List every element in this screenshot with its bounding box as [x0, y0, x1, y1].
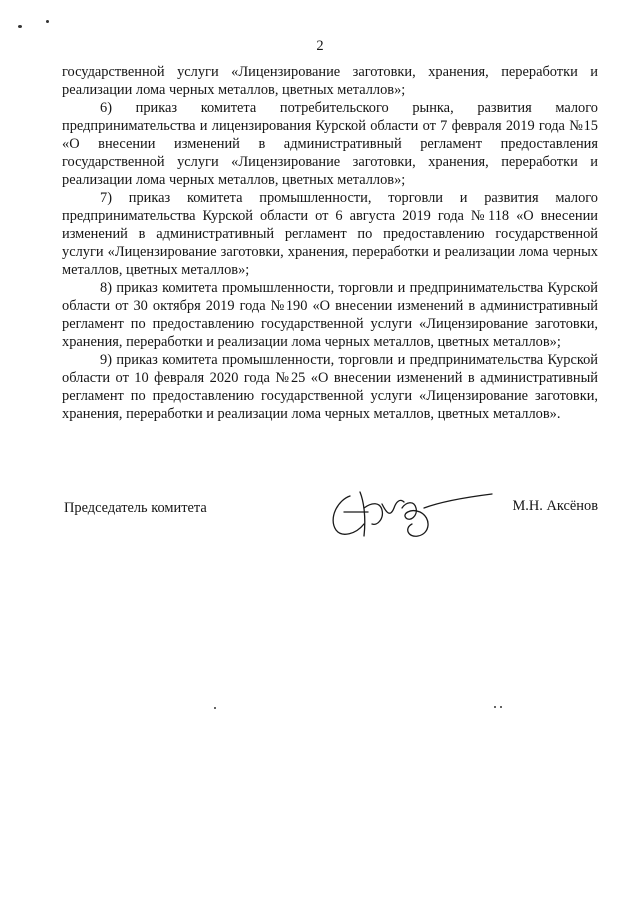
handwritten-signature [320, 478, 500, 548]
scan-speck [214, 707, 216, 709]
signatory-title: Председатель комитета [64, 500, 207, 516]
scan-speck [494, 706, 496, 708]
scan-speck [46, 20, 49, 23]
paragraph-item-8: 8) приказ комитета промышленности, торговли и предпринимательства Курской области от 30 октября 2019 года №190 «О внесении изменений в административный регламент по предоставлению государственной услуги «Лицензирование заготовки, хранения, переработки и реализации лома черных металлов, цветных металлов»; [62, 280, 598, 350]
paragraph-item-7: 7) приказ комитета промышленности, торговли и развития малого предпринимательства Курской области от 6 августа 2019 года №118 «О внесении изменений в административный регламент по предоставлению государственной услуги «Лицензирование заготовки, хранения, переработки и реализации лома черных металлов, цветных металлов»; [62, 190, 598, 278]
page-number: 2 [316, 38, 324, 54]
document-body [62, 63, 598, 423]
scan-speck [500, 706, 502, 708]
signatory-name: М.Н. Аксёнов [512, 498, 598, 514]
paragraph-item-9: 9) приказ комитета промышленности, торговли и предпринимательства Курской области от 10 февраля 2020 года №25 «О внесении изменений в административный регламент по предоставлению государственной услуги «Лицензирование заготовки, хранения, переработки и реализации лома черных металлов, цветных металлов». [62, 352, 598, 422]
scan-speck [18, 25, 22, 28]
signature-block [62, 500, 598, 560]
paragraph-continuation: государственной услуги «Лицензирование заготовки, хранения, переработки и реализации лома черных металлов, цветных металлов»; [62, 64, 598, 98]
paragraph-item-6: 6) приказ комитета потребительского рынка, развития малого предпринимательства и лицензирования Курской области от 7 февраля 2019 года №15 «О внесении изменений в административный регламент предоставления государственной услуги «Лицензирование заготовки, хранения, переработки и реализации лома черных металлов, цветных металлов»; [62, 100, 598, 188]
